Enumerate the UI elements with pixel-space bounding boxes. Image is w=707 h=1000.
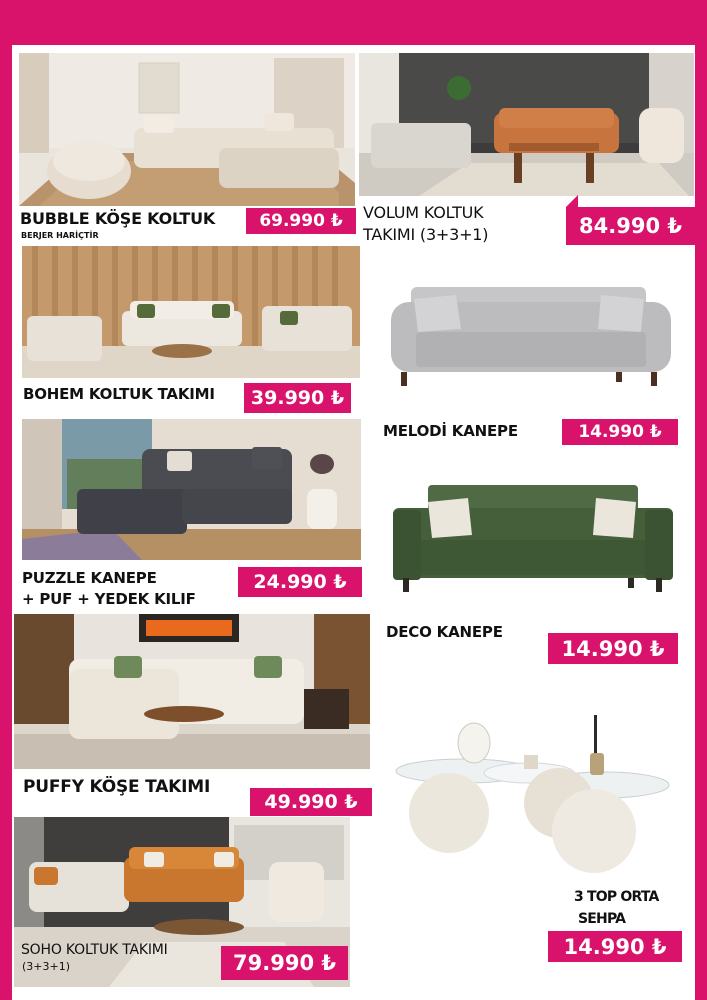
melodi-title: MELODİ KANEPE bbox=[383, 422, 518, 440]
bubble-subtitle: BERJER HARİÇTİR bbox=[21, 231, 99, 240]
puffy-price-tag: 49.990 ₺ bbox=[250, 788, 372, 816]
puffy-title: PUFFY KÖŞE TAKIMI bbox=[23, 777, 211, 797]
bubble-price-tag: 69.990 ₺ bbox=[246, 208, 356, 234]
deco-price-tag: 14.990 ₺ bbox=[548, 633, 678, 664]
melodi-price-tag: 14.990 ₺ bbox=[562, 419, 678, 445]
volum-sofa-photo bbox=[359, 53, 694, 196]
bohem-price-tag: 39.990 ₺ bbox=[244, 383, 351, 413]
soho-price-tag: 79.990 ₺ bbox=[221, 946, 348, 980]
soho-subtitle: (3+3+1) bbox=[22, 960, 71, 973]
bohem-title: BOHEM KOLTUK TAKIMI bbox=[23, 385, 215, 403]
bohem-sofa-photo bbox=[22, 246, 360, 378]
puzzle-title-line2: + PUF + YEDEK KILIF bbox=[22, 590, 196, 608]
melodi-sofa-photo bbox=[386, 277, 676, 397]
puzzle-sofa-photo bbox=[22, 419, 361, 560]
puffy-sofa-photo bbox=[14, 614, 370, 769]
deco-title: DECO KANEPE bbox=[386, 623, 503, 641]
sehpa-price-tag: 14.990 ₺ bbox=[548, 931, 682, 962]
puzzle-price-tag: 24.990 ₺ bbox=[238, 567, 362, 597]
deco-sofa-photo bbox=[388, 480, 678, 600]
sehpa-table-photo bbox=[394, 713, 670, 881]
volum-price-notch bbox=[566, 195, 578, 207]
volum-title-line2: TAKIMI (3+3+1) bbox=[363, 225, 489, 244]
bubble-sofa-photo bbox=[19, 53, 355, 206]
volum-title-line1: VOLUM KOLTUK bbox=[363, 203, 484, 222]
sehpa-title-line2: SEHPA bbox=[578, 911, 626, 927]
volum-price-tag: 84.990 ₺ bbox=[566, 207, 695, 245]
sehpa-title-line1: 3 TOP ORTA bbox=[574, 889, 659, 905]
catalog-page bbox=[12, 45, 695, 1000]
puzzle-title-line1: PUZZLE KANEPE bbox=[22, 569, 157, 587]
bubble-title: BUBBLE KÖŞE KOLTUK bbox=[20, 209, 216, 228]
soho-title: SOHO KOLTUK TAKIMI bbox=[21, 942, 168, 958]
